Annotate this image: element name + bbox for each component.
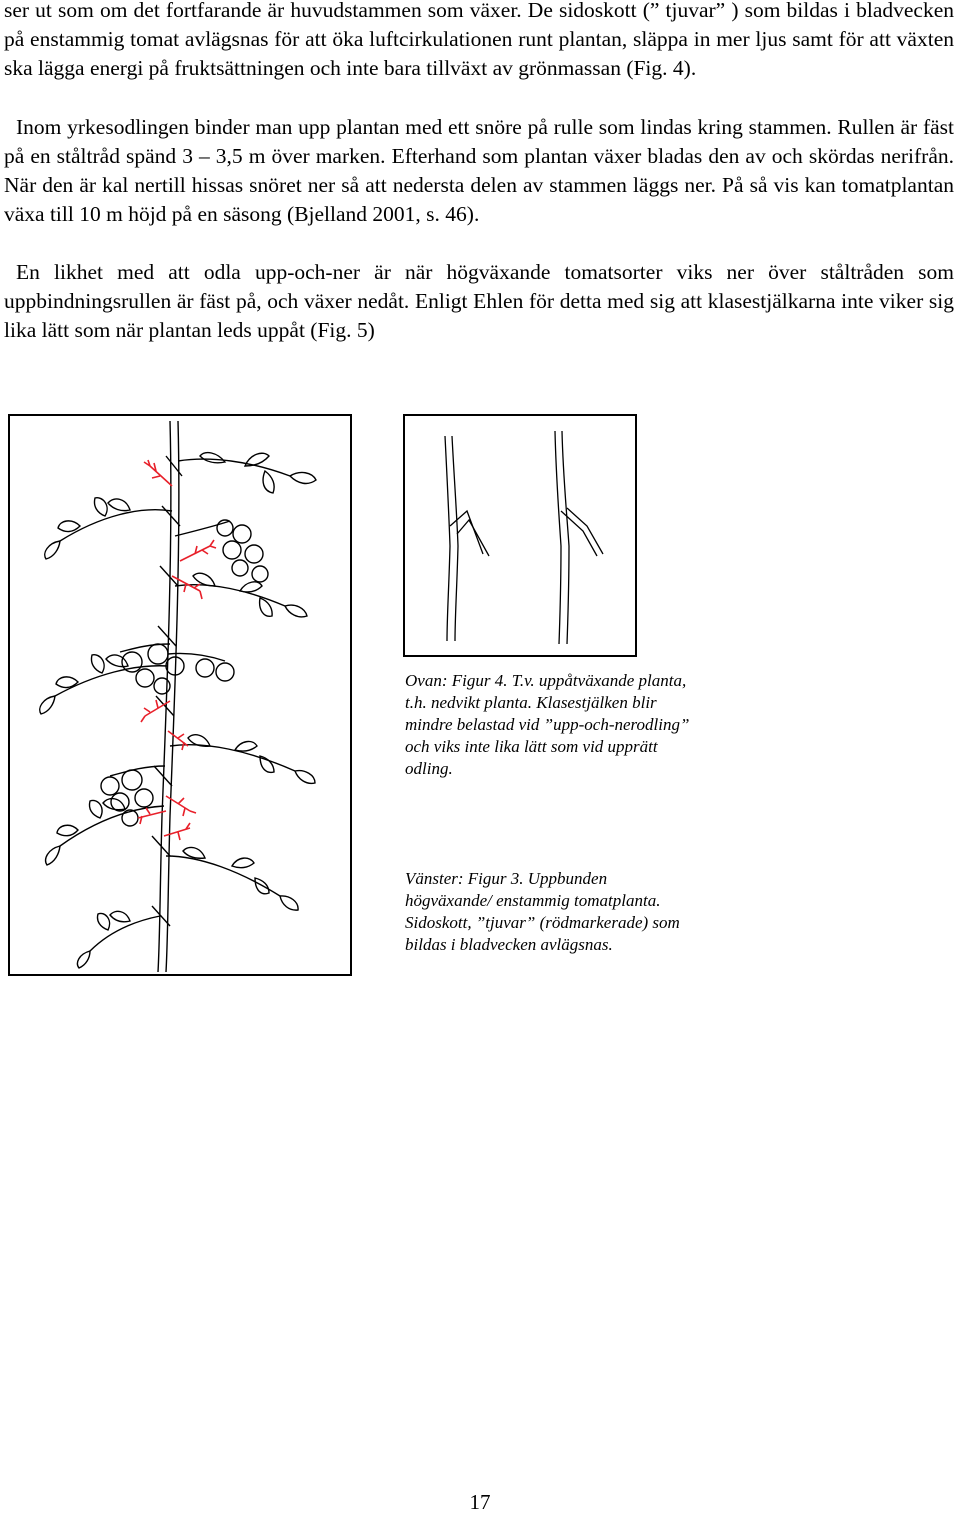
page-number: 17 [469,1490,491,1514]
paragraph-3: En likhet med att odla upp-och-ner är när högväxande tomatsorter viks ner över ståltråden som uppbindningsrullen är fäst på, och växer nedåt. Enligt Ehlen för detta med sig att klasestjälkarna inte viker sig lika lätt som när plantan leds uppåt (Fig. 5) [4,260,954,342]
stem-comparison-illustration [405,416,635,655]
figure-4-stem-comparison [403,414,637,657]
figure-3-caption: Vänster: Figur 3. Uppbunden högväxande/ enstammig tomatplanta. Sidoskott, ”tjuvar” (rödmarkerade) som bildas i bladvecken avlägsnas. [405,869,680,954]
paragraph-1: ser ut som om det fortfarande är huvudstammen som växer. De sidoskott (” tjuvar” ) som bildas i bladvecken på enstammig tomat avlägsnas för att öka luftcirkulationen runt plantan, släppa in mer ljus samt för att växten ska lägga energi på fruktsättningen och inte bara tillväxt av grönmassan (Fig. 4). [4,0,954,80]
tomato-plant-illustration [10,416,350,974]
figure-3-tomato-plant [8,414,352,976]
paragraph-2: Inom yrkesodlingen binder man upp plantan med ett snöre på rulle som lindas kring stammen. Rullen är fäst på en ståltråd spänd 3 – 3,5 m över marken. Efterhand som plantan växer bladas den av och skördas nerifrån. När den är kal nertill hissas snöret ner så att nedersta delen av stammen läggs ner. På så vis kan tomatplantan växa till 10 m höjd på en säsong (Bjelland 2001, s. 46). [4,115,954,226]
figure-4-caption: Ovan: Figur 4. T.v. uppåtväxande planta, t.h. nedvikt planta. Klasestjälken blir mindre belastad vid ”upp-och-nerodling” och viks inte lika lätt som vid upprätt odling. [405,671,690,778]
